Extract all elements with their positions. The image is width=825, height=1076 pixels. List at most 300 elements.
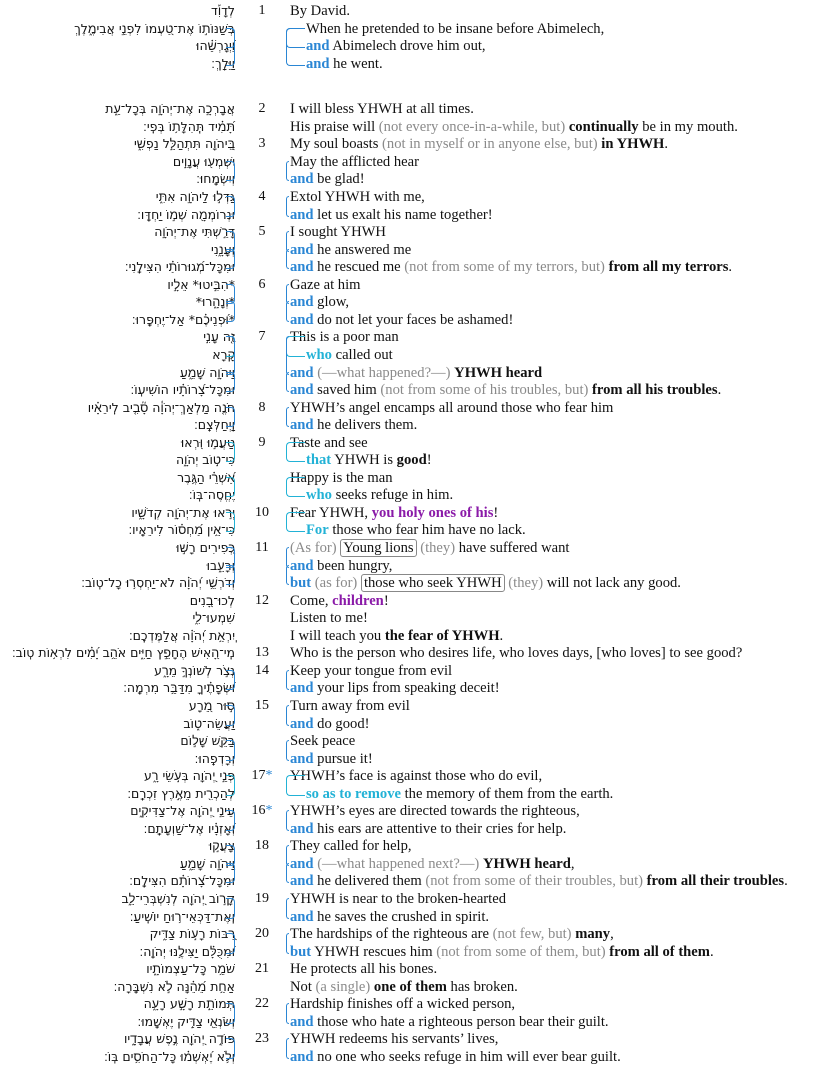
hebrew-connector-bracket	[226, 933, 235, 954]
hebrew-text: וַ֝יְגָרְשֵׁ֗הוּ	[196, 38, 235, 53]
hebrew-text: בַּקֵּ֖שׁ שָׁל֣וֹם	[180, 733, 235, 748]
clause-connector-bracket	[286, 249, 289, 269]
text-run: his ears are attentive to their cries for help.	[313, 821, 567, 837]
text-run: .	[728, 259, 733, 275]
verse-line	[0, 1013, 825, 1031]
english-text	[290, 557, 392, 575]
text-run: Extol YHWH with me,	[290, 189, 425, 205]
english-text	[290, 293, 349, 311]
english-text	[290, 855, 575, 873]
text-run: Listen to me!	[290, 610, 368, 626]
clause-connector-bracket	[286, 810, 289, 831]
verse-line	[0, 750, 825, 768]
verse-number-text: 15	[255, 698, 269, 713]
hebrew-text: תָּ֝מִ֗יד תְּֽהִלָּת֥וֹ בְּפִֽי׃	[143, 119, 235, 134]
text-run: Happy is the man	[290, 470, 393, 486]
verse-line	[0, 100, 825, 118]
english-text	[306, 37, 486, 55]
hebrew-text: לְהַכְרִ֖ית מֵאֶ֣רֶץ זִכְרָֽם׃	[127, 786, 235, 801]
text-run: pursue it!	[313, 751, 373, 767]
hebrew-connector-bracket	[226, 898, 235, 919]
emphasis: one of them	[373, 979, 447, 995]
english-text	[290, 609, 368, 627]
verse-line	[0, 908, 825, 926]
text-run: YHWH is	[331, 452, 397, 468]
verse-line	[0, 486, 825, 504]
hebrew-text: לְכוּ־בָ֭נִים	[189, 593, 235, 608]
emphasis: the fear of YHWH	[384, 628, 500, 644]
verse-line	[0, 118, 825, 136]
text-run: seeks refuge in him.	[331, 487, 454, 503]
hebrew-text: וְרָדְפֵֽהוּ׃	[194, 751, 235, 766]
hebrew-text: וְיִשְׂמָֽחוּ׃	[196, 171, 235, 186]
conjunction: and	[290, 171, 314, 187]
verse-number	[248, 697, 276, 715]
hebrew-text: *וּ֝פְנֵיכֶ֗ם* אַל־יֶחְפָּֽרוּ׃	[131, 312, 235, 327]
english-text	[290, 697, 410, 715]
hebrew-text: תְּמוֹתֵ֣ת רָשָׁ֣ע רָעָ֑ה	[143, 996, 235, 1011]
parenthetical-note: (not in myself or in anyone else, but)	[382, 136, 602, 152]
hebrew-text: עֵינֵ֣י יְ֭הֹוָה אֶל־צַדִּיקִ֑ים	[130, 803, 235, 818]
vocative: you holy ones of his	[371, 505, 494, 521]
conjunction: but	[290, 575, 312, 591]
text-run: Keep your tongue from evil	[290, 663, 453, 679]
english-text	[290, 276, 361, 294]
text-run: !	[493, 505, 499, 521]
parenthetical-note: (not from some of his troubles, but)	[380, 382, 593, 398]
verse-line	[0, 434, 825, 452]
text-run: When he pretended to be insane before Abimelech,	[306, 21, 605, 37]
emphasis: from all my terrors	[608, 259, 729, 275]
text-run: Hardship finishes off a wicked person,	[290, 996, 516, 1012]
clause-connector-bracket	[286, 301, 289, 322]
english-text	[290, 750, 373, 768]
verse-number	[248, 223, 276, 241]
verse-number	[248, 276, 276, 294]
verse-number-text: 17	[251, 768, 266, 783]
boxed-topic: Young lions	[340, 539, 416, 557]
text-run: .	[709, 944, 714, 960]
verse-line	[0, 258, 825, 276]
hebrew-text: אַחַ֥ת מֵ֝הֵ֗נָּה לֹ֣א נִשְׁבָּֽרָה׃	[113, 979, 235, 994]
text-run: YHWH redeems his servants’ lives,	[290, 1031, 499, 1047]
hebrew-connector-bracket	[226, 161, 235, 181]
text-run: .	[499, 628, 504, 644]
clause-connector-bracket	[286, 196, 289, 217]
english-text	[290, 241, 411, 259]
verse-line	[0, 592, 825, 610]
hebrew-text: כִּי־ט֣וֹב יְהֹוָ֑ה	[175, 452, 235, 467]
verse-number	[248, 644, 276, 662]
english-text	[306, 20, 604, 38]
text-run: your lips from speaking deceit!	[313, 680, 500, 696]
hebrew-text: וַֽיְחַלְּצֵֽם׃	[194, 417, 235, 432]
conjunction: and	[290, 259, 314, 275]
hebrew-text: כְּ֭פִירִים רָשׁ֣וּ	[176, 540, 235, 555]
hebrew-text: וּ֝מִכֻּלָּ֗ם יַצִּילֶ֥נּוּ יְהֹוָֽה׃	[139, 944, 235, 959]
conjunction: and	[290, 751, 314, 767]
hebrew-text: וַיהֹוָ֣ה שָׁמֵ֑עַ	[179, 365, 235, 380]
conjunction: and	[290, 382, 314, 398]
hebrew-text: גַּדְּל֣וּ לַיהֹוָ֣ה אִתִּ֑י	[155, 189, 235, 204]
verse-line	[0, 188, 825, 206]
verse-line	[0, 153, 825, 171]
hebrew-connector-bracket	[226, 442, 235, 462]
subordinator: who	[306, 487, 332, 503]
conjunction: and	[290, 856, 314, 872]
conjunction: and	[290, 417, 314, 433]
hebrew-connector-bracket	[226, 301, 235, 322]
hebrew-text: וְרָעֵ֑בוּ	[206, 558, 235, 573]
parenthetical-note: (not few, but)	[492, 926, 576, 942]
text-run: he went.	[329, 56, 383, 72]
parenthetical-note: (As for)	[290, 540, 341, 556]
verse-number-text: 2	[258, 101, 266, 116]
clause-connector-bracket	[286, 512, 305, 532]
conjunction: and	[290, 873, 314, 889]
verse-line	[0, 627, 825, 645]
text-run: let us exalt his name together!	[313, 207, 493, 223]
english-text	[306, 346, 393, 364]
verse-line	[0, 943, 825, 961]
verse-line	[0, 504, 825, 522]
verse-line	[0, 855, 825, 873]
subordinator: so as to remove	[306, 786, 401, 802]
text-run: This is a poor man	[290, 329, 399, 345]
english-text	[290, 118, 738, 136]
verse-line	[0, 469, 825, 487]
english-text	[290, 925, 614, 943]
clause-connector-bracket	[286, 161, 289, 181]
verse-number-text: 6	[258, 277, 266, 292]
hebrew-text: יֶחֱסֶה־בּֽוֹ׃	[188, 487, 235, 502]
hebrew-text: *וְנָהָ֑רוּ*	[195, 294, 235, 309]
text-run: ,	[610, 926, 614, 942]
conjunction: and	[290, 1049, 314, 1065]
hebrew-text: וּמִכָּל־צָ֝רוֹתָ֗יו הוֹשִׁיעֽוֹ׃	[130, 382, 235, 397]
english-text	[290, 820, 566, 838]
hebrew-text: שֹׁמֵ֥ר כָּל־עַצְמוֹתָ֑יו	[146, 961, 235, 976]
verse-line	[0, 960, 825, 978]
text-run: Abimelech drove him out,	[329, 38, 486, 54]
verse-number-text: 18	[255, 838, 269, 853]
verse-number	[248, 135, 276, 153]
text-run: I sought YHWH	[290, 224, 386, 240]
english-text	[290, 170, 365, 188]
verse-line	[0, 820, 825, 838]
clause-connector-bracket	[286, 372, 289, 392]
english-text	[290, 662, 452, 680]
english-text	[290, 1030, 498, 1048]
english-text	[290, 837, 412, 855]
hebrew-text: אֲבָרְכָ֣ה אֶת־יְהֹוָ֣ה בְּכָל־עֵ֑ת	[105, 101, 235, 116]
hebrew-text: וְ֝אָזְנָ֗יו אֶל־שַׁוְעָתָֽם׃	[143, 821, 235, 836]
parenthetical-note: (they)	[504, 575, 547, 591]
hebrew-text: צָעֲק֣וּ	[208, 838, 235, 853]
verse-line	[0, 767, 825, 785]
hebrew-text: אַ֝שְׁרֵ֗י הַגֶּ֥בֶר	[177, 470, 235, 485]
emphasis: good	[396, 452, 427, 468]
verse-line	[0, 732, 825, 750]
emphasis: continually	[568, 119, 639, 135]
verse-number	[248, 100, 276, 118]
verse-line	[0, 1048, 825, 1066]
vocative: children	[332, 593, 384, 609]
verse-number-text: 8	[258, 400, 266, 415]
english-text	[290, 364, 542, 382]
english-text	[306, 785, 613, 803]
text-run: have suffered want	[458, 540, 570, 556]
conjunction: and	[290, 1014, 314, 1030]
hebrew-text: וּנְרוֹמְמָ֖ה שְׁמ֣וֹ יַחְדָּֽו׃	[137, 207, 235, 222]
english-text	[290, 872, 788, 890]
clause-connector-bracket	[286, 336, 289, 375]
parenthetical-note: (as for)	[314, 575, 361, 591]
hebrew-text: בְּשַׁנּוֹת֣וֹ אֶת־טַ֭עְמוֹ לִפְנֵ֣י אֲבִימֶ֑לֶךְ	[74, 21, 235, 36]
conjunction: and	[306, 38, 330, 54]
conjunction: and	[290, 294, 314, 310]
verse-line	[0, 276, 825, 294]
verse-line	[0, 644, 825, 662]
hebrew-connector-bracket	[226, 670, 235, 690]
english-text	[306, 55, 383, 73]
verse-line	[0, 170, 825, 188]
conjunction: and	[290, 207, 314, 223]
reorder-star-icon: *	[265, 803, 273, 818]
verse-number	[248, 434, 276, 452]
english-text	[306, 521, 526, 539]
verse-line	[0, 328, 825, 346]
verse-line	[0, 364, 825, 382]
conjunction: and	[290, 821, 314, 837]
text-run: glow,	[313, 294, 350, 310]
text-run: Seek peace	[290, 733, 356, 749]
verse-number-text: 13	[255, 645, 269, 660]
verse-line	[0, 416, 825, 434]
text-run: he delivers them.	[313, 417, 418, 433]
english-text	[290, 416, 417, 434]
text-run: be in my mouth.	[638, 119, 738, 135]
hebrew-connector-bracket	[226, 1038, 235, 1059]
parenthetical-note: (not from some of their troubles, but)	[425, 873, 647, 889]
english-text	[290, 328, 399, 346]
english-text	[306, 486, 453, 504]
hebrew-connector-bracket	[226, 336, 235, 375]
clause-connector-bracket	[286, 898, 289, 919]
verse-line	[0, 451, 825, 469]
english-text	[290, 469, 393, 487]
hebrew-text: נְצֹ֣ר לְשׁוֹנְךָ֣ מֵרָ֑ע	[154, 663, 235, 678]
conjunction: and	[290, 242, 314, 258]
subordinator: For	[306, 522, 329, 538]
hebrew-connector-bracket	[226, 705, 235, 726]
verse-line	[0, 346, 825, 364]
verse-line	[0, 679, 825, 697]
hebrew-text: וְֽאֶת־דַּכְּאֵי־ר֥וּחַ יוֹשִֽׁיעַ׃	[129, 909, 235, 924]
verse-number	[248, 925, 276, 943]
text-run: will not lack any good.	[546, 575, 681, 591]
conjunction: but	[290, 944, 312, 960]
hebrew-text: רַ֭בּוֹת רָע֣וֹת צַדִּ֑יק	[149, 926, 235, 941]
verse-line	[0, 37, 825, 55]
english-text	[290, 311, 513, 329]
verse-number-text: 4	[258, 189, 266, 204]
hebrew-text: *הִבִּ֣יטוּ* אֵלָ֣יו	[167, 277, 235, 292]
text-run: saved him	[313, 382, 381, 398]
hebrew-connector-bracket	[226, 196, 235, 217]
verse-line	[0, 785, 825, 803]
hebrew-connector-bracket	[226, 863, 235, 883]
emphasis: many	[575, 926, 611, 942]
verse-number-text: 19	[255, 891, 269, 906]
emphasis: from all their troubles	[646, 873, 785, 889]
reorder-star-icon: *	[265, 768, 273, 783]
text-run: YHWH is near to the broken-hearted	[290, 891, 506, 907]
hebrew-text: לְדָוִ֡ד	[211, 3, 235, 18]
text-run: YHWH rescues him	[311, 944, 437, 960]
english-text	[290, 627, 503, 645]
text-run: !	[383, 593, 389, 609]
text-run: Turn away from evil	[290, 698, 410, 714]
verse-line	[0, 20, 825, 38]
verse-number	[248, 188, 276, 206]
hebrew-text: מִֽי־הָ֭אִישׁ הֶחָפֵ֣ץ חַיִּ֑ים אֹהֵ֥ב יָ֝מִ֗ים לִרְא֥וֹת טֽוֹב׃	[11, 645, 235, 660]
english-text	[290, 381, 721, 399]
text-run: Fear YHWH,	[290, 505, 372, 521]
text-run: Come,	[290, 593, 333, 609]
hebrew-connector-bracket	[226, 28, 235, 66]
conjunction: and	[290, 909, 314, 925]
conjunction: and	[306, 56, 330, 72]
text-run: His praise will	[290, 119, 379, 135]
english-text	[290, 153, 419, 171]
english-text	[290, 943, 714, 961]
hebrew-text: וּמִכָּל־מְ֝גוּרוֹתַ֗י הִצִּילָֽנִי׃	[124, 259, 235, 274]
hebrew-text: זֶ֤ה עָנִ֣י	[203, 329, 235, 344]
conjunction: and	[290, 680, 314, 696]
emphasis: YHWH heard	[482, 856, 571, 872]
conjunction: and	[290, 716, 314, 732]
text-run: he answered me	[313, 242, 412, 258]
hebrew-text: דָּרַ֣שְׁתִּי אֶת־יְהֹוָ֣ה	[154, 224, 235, 239]
text-run: Taste and see	[290, 435, 368, 451]
hebrew-text: פּוֹדֶ֣ה יְ֭הֹוָה נֶ֣פֶשׁ עֲבָדָ֑יו	[123, 1031, 235, 1046]
hebrew-text: וְעָנָ֑נִי	[210, 242, 235, 257]
clause-connector-bracket	[286, 477, 305, 497]
text-run: !	[426, 452, 432, 468]
emphasis: YHWH heard	[454, 365, 543, 381]
english-text	[290, 574, 681, 592]
hebrew-connector-bracket	[226, 775, 235, 796]
english-text	[290, 504, 498, 522]
hebrew-text: פְּנֵ֣י יְ֭הֹוָה בְּעֹ֣שֵׂי רָ֑ע	[143, 768, 235, 783]
verse-line	[0, 223, 825, 241]
clause-connector-bracket	[286, 670, 289, 690]
verse-line	[0, 715, 825, 733]
text-run: YHWH’s eyes are directed towards the righteous,	[290, 803, 580, 819]
text-run: YHWH’s angel encamps all around those who fear him	[290, 400, 614, 416]
hebrew-connector-bracket	[226, 810, 235, 831]
parenthetical-note: (not from some of them, but)	[436, 944, 610, 960]
clause-connector-bracket	[286, 1003, 289, 1024]
text-run: be glad!	[313, 171, 365, 187]
text-run: Who is the person who desires life, who loves days, [who loves] to see good?	[290, 645, 743, 661]
verse-line	[0, 381, 825, 399]
text-run: do not let your faces be ashamed!	[313, 312, 514, 328]
verse-number	[248, 328, 276, 346]
verse-number-text: 7	[258, 329, 266, 344]
english-text	[290, 258, 732, 276]
hebrew-text: וּמִכָּל־צָ֝רוֹתָ֗ם הִצִּילָֽם׃	[129, 873, 235, 888]
text-run: I will bless YHWH at all times.	[290, 101, 474, 117]
parenthetical-note: (not from some of my terrors, but)	[404, 259, 609, 275]
hebrew-text: טַעֲמ֣וּ וּ֭רְאוּ	[180, 435, 235, 450]
verse-number-text: 12	[255, 593, 269, 608]
hebrew-text: קָ֭רָא	[212, 347, 235, 362]
verse-line	[0, 55, 825, 73]
text-run: My soul boasts	[290, 136, 383, 152]
verse-line	[0, 925, 825, 943]
hebrew-text: יְר֣אוּ אֶת־יְהֹוָ֣ה קְדֹשָׁ֑יו	[131, 505, 235, 520]
verse-number-text: 16	[251, 803, 266, 818]
english-text	[290, 995, 515, 1013]
verse-number-text: 1	[258, 3, 266, 18]
verse-number	[248, 504, 276, 522]
verse-number	[248, 2, 276, 20]
hebrew-connector-bracket	[226, 249, 235, 269]
emphasis: from all his troubles	[592, 382, 718, 398]
text-run: those who fear him have no lack.	[328, 522, 526, 538]
english-text	[290, 908, 489, 926]
clause-connector-bracket	[286, 705, 289, 726]
verse-number	[248, 539, 276, 557]
english-text	[290, 2, 350, 20]
english-text	[290, 715, 369, 733]
verse-line	[0, 995, 825, 1013]
verse-line	[0, 872, 825, 890]
english-text	[290, 206, 493, 224]
clause-connector-bracket	[286, 565, 289, 585]
hebrew-text: וַיהֹוָ֣ה שָׁמֵ֑עַ	[179, 856, 235, 871]
text-run: May the afflicted hear	[290, 154, 419, 170]
hebrew-text: וּ֝שְׂפָתֶ֗יךָ מִדַּבֵּ֥ר מִרְמָֽה׃	[123, 680, 235, 695]
hebrew-connector-bracket	[226, 477, 235, 497]
english-text	[290, 890, 506, 908]
text-run: .	[717, 382, 722, 398]
verse-number-text: 23	[255, 1031, 269, 1046]
text-run: he rescued me	[313, 259, 405, 275]
verse-line	[0, 697, 825, 715]
text-run: the memory of them from the earth.	[400, 786, 614, 802]
subordinator: that	[306, 452, 332, 468]
verse-line	[0, 521, 825, 539]
verse-number-text: 14	[255, 663, 269, 678]
hebrew-text: ס֣וּר מֵ֭רָע	[188, 698, 235, 713]
verse-line	[0, 978, 825, 996]
text-run: been hungry,	[313, 558, 393, 574]
hebrew-text: וַעֲשֵׂה־ט֑וֹב	[183, 716, 235, 731]
verse-line	[0, 802, 825, 820]
hebrew-text: כִּי־אֵ֥ין מַ֝חְס֗וֹר לִירֵאָֽיו׃	[128, 522, 235, 537]
text-run: Not	[290, 979, 316, 995]
verse-line	[0, 293, 825, 311]
clause-connector-bracket	[286, 442, 305, 462]
text-run: ,	[570, 856, 575, 872]
hebrew-text: שִׁמְעוּ־לִ֑י	[192, 610, 235, 625]
text-run: he saves the crushed in spirit.	[313, 909, 490, 925]
text-run: has broken.	[446, 979, 518, 995]
verse-line	[0, 206, 825, 224]
